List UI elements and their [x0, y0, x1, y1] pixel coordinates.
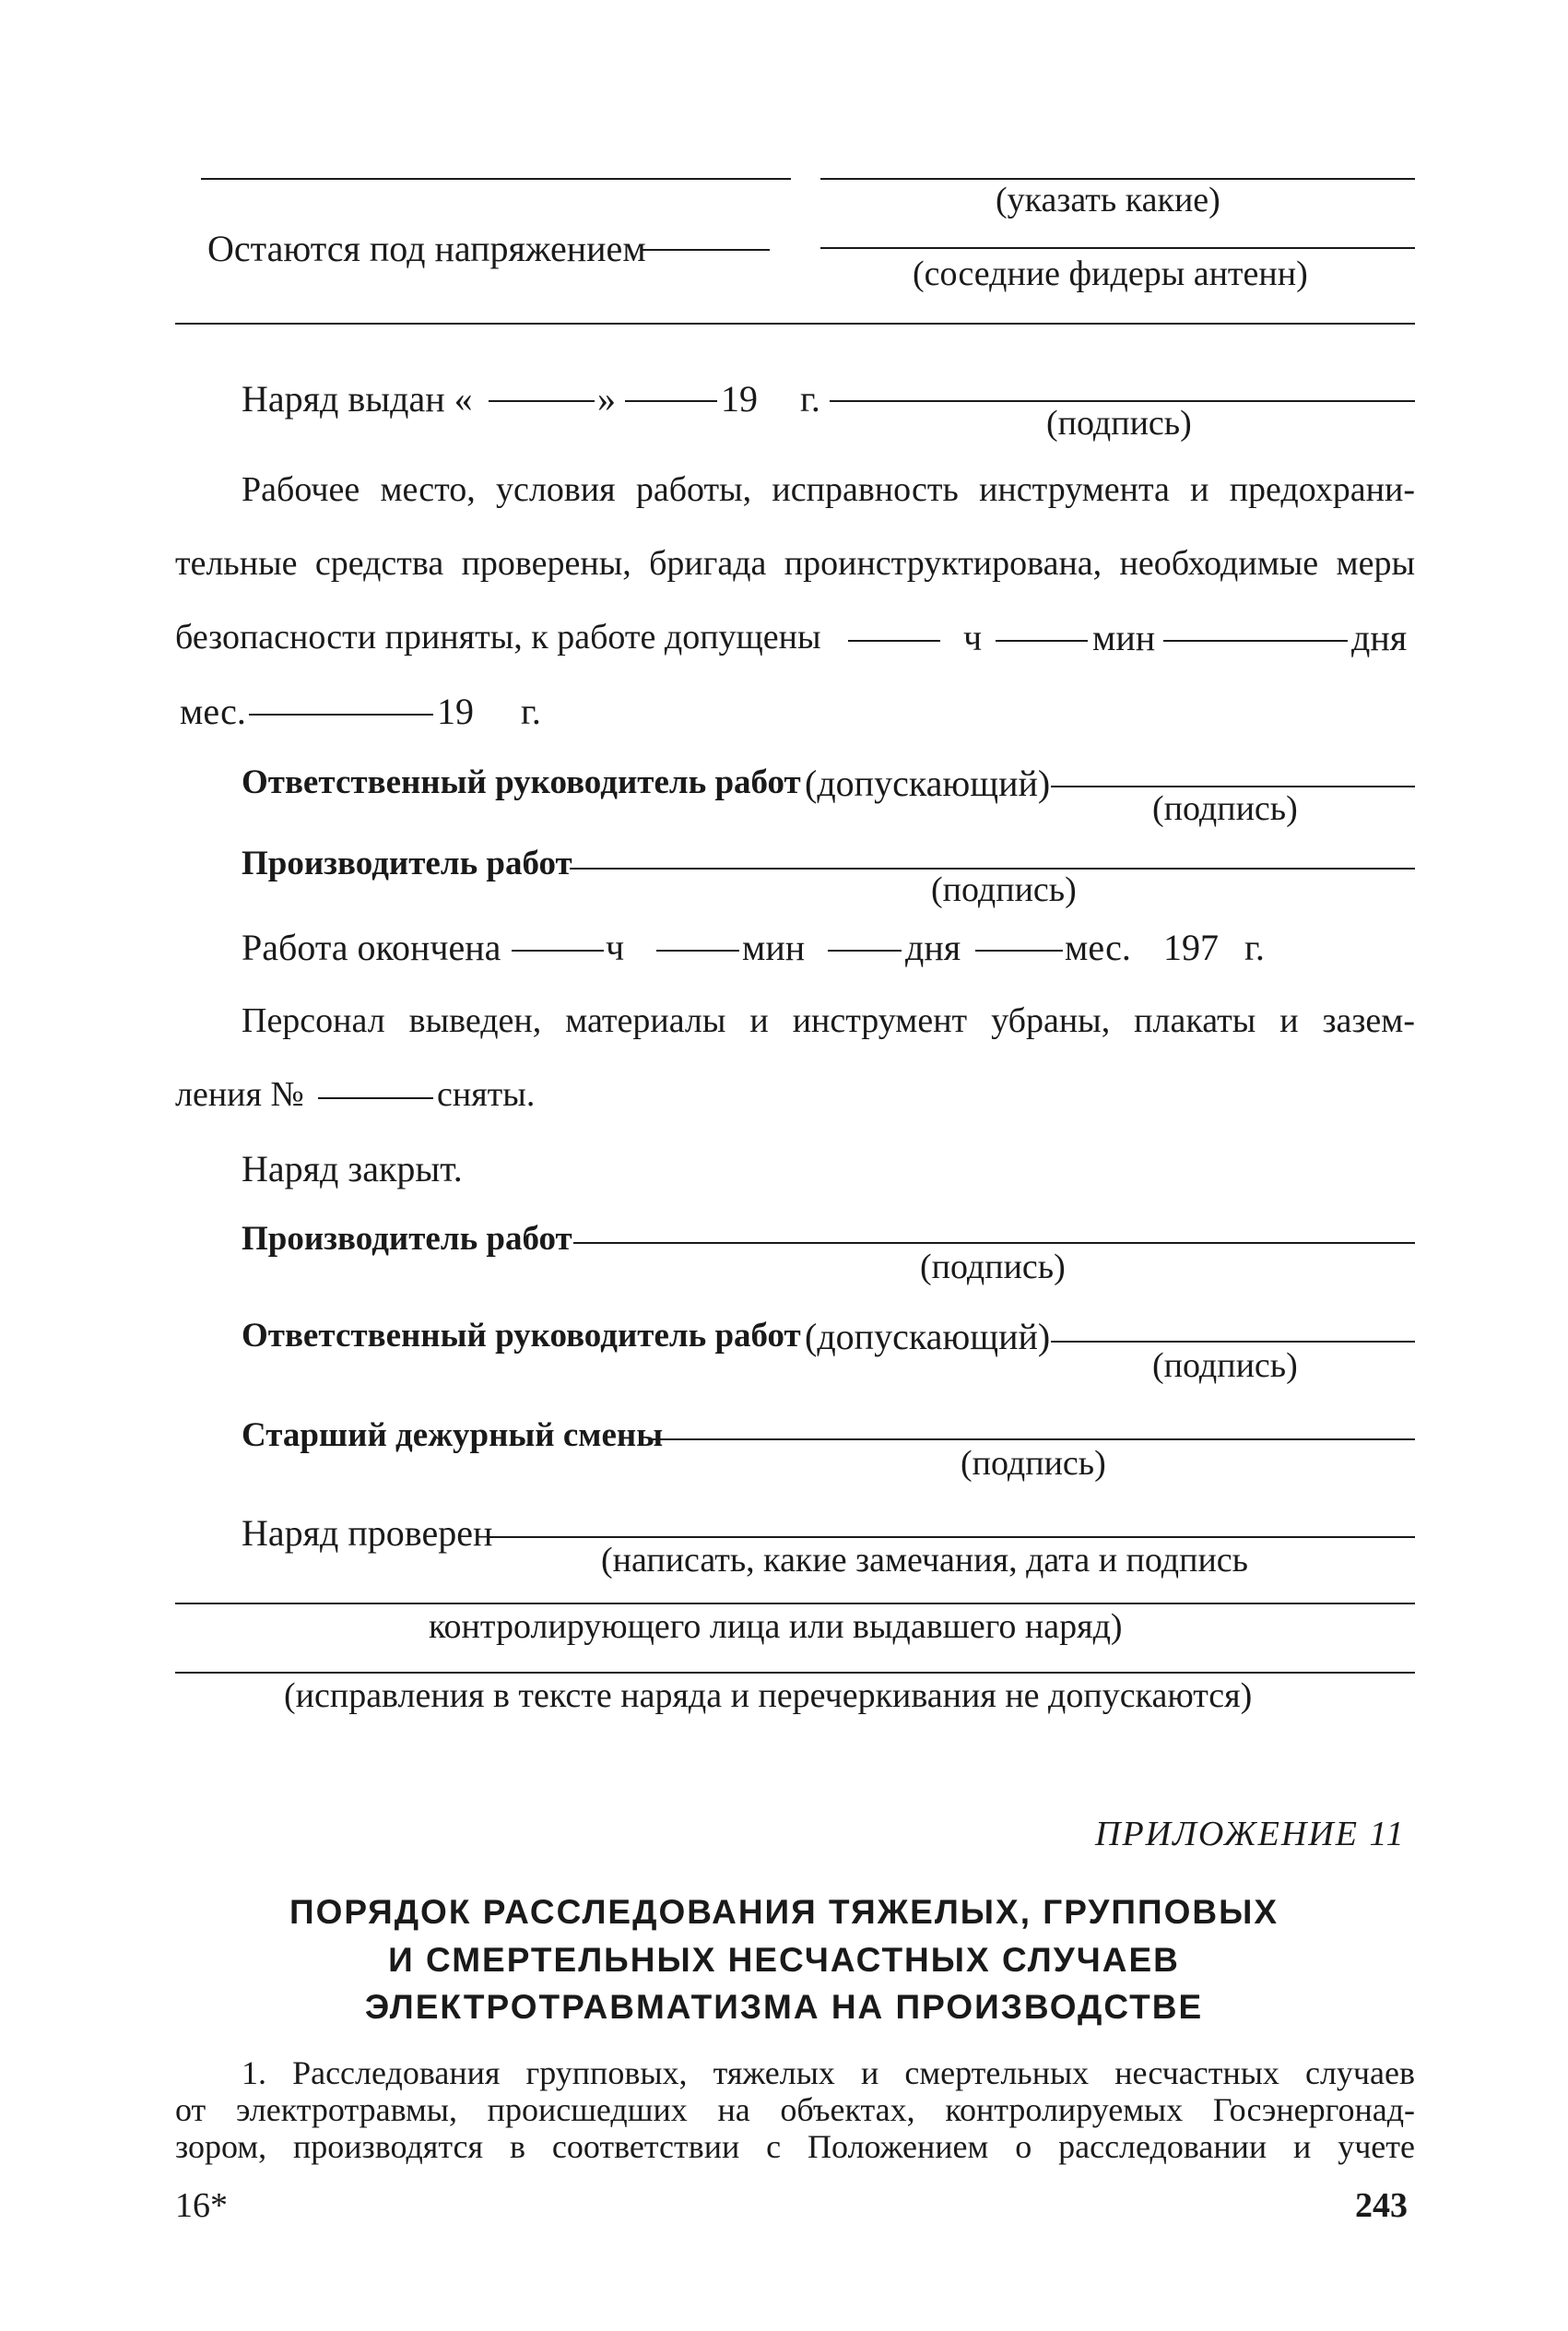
- personnel-line-2-end: сняты.: [437, 1075, 536, 1114]
- checked-line-3: безопасности приняты, к работе допущены: [175, 618, 821, 657]
- unit-day: дня: [1351, 617, 1408, 658]
- issued-year: 19: [721, 378, 758, 420]
- blank-line: [1163, 640, 1348, 642]
- caption-feeders: (соседние фидеры антенн): [913, 254, 1308, 293]
- caption-which: (указать какие): [996, 181, 1220, 219]
- blank-line: [975, 950, 1063, 952]
- checked-line-2: тельные средства проверены, бригада проинструктирована, необходимые меры: [175, 544, 1415, 583]
- remain-energized-label: Остаются под напряжением: [207, 228, 646, 269]
- paragraph-line-3: зором, производятся в соответствии с Положением о расследовании и учете: [175, 2128, 1415, 2165]
- signature-line: [1051, 786, 1415, 787]
- blank-line: [820, 247, 1415, 249]
- signature-line: [830, 400, 1415, 402]
- order-closed: Наряд закрыт.: [242, 1148, 463, 1189]
- producer-label: Производитель работ: [242, 1220, 572, 1258]
- unit-g: г.: [1244, 927, 1265, 968]
- appendix-label: ПРИЛОЖЕНИЕ 11: [1095, 1815, 1406, 1853]
- caption-signature: (подпись): [1046, 404, 1192, 443]
- blank-line: [828, 950, 902, 952]
- senior-on-duty-label: Старший дежурный смены: [242, 1416, 664, 1454]
- caption-signature: (подпись): [931, 870, 1077, 909]
- responsible-manager-label: Ответственный руководитель работ: [242, 763, 801, 801]
- unit-month: мес.: [1065, 927, 1131, 968]
- blank-line: [820, 178, 1415, 180]
- blank-line: [175, 1672, 1415, 1674]
- blank-line: [489, 400, 595, 402]
- signature-line: [570, 868, 1415, 870]
- paragraph-line-1: 1. Расследования групповых, тяжелых и смертельных несчастных случаев: [242, 2054, 1415, 2091]
- caption-corrections: (исправления в тексте наряда и перечеркивания не допускаются): [284, 1676, 1253, 1715]
- appendix-title-line-2: И СМЕРТЕЛЬНЫХ НЕСЧАСТНЫХ СЛУЧАЕВ: [388, 1941, 1180, 1979]
- year-19: 19: [437, 691, 474, 732]
- unit-day: дня: [905, 927, 961, 968]
- caption-remarks-1: (написать, какие замечания, дата и подпись: [601, 1541, 1248, 1580]
- admitting-label: (допускающий): [805, 763, 1051, 804]
- blank-line: [848, 640, 940, 642]
- unit-g: г.: [521, 691, 541, 732]
- signature-line: [573, 1242, 1415, 1244]
- blank-line: [318, 1097, 433, 1099]
- caption-signature: (подпись): [1152, 1346, 1298, 1385]
- blank-line: [249, 714, 433, 716]
- page-number: 243: [1355, 2186, 1408, 2225]
- unit-min: мин: [742, 927, 806, 968]
- year-197: 197: [1163, 927, 1219, 968]
- signature-line: [1051, 1341, 1415, 1343]
- caption-signature: (подпись): [920, 1248, 1066, 1286]
- blank-line: [512, 950, 604, 952]
- unit-hours: ч: [606, 927, 625, 968]
- separator-line: [175, 323, 1415, 325]
- admitting-label: (допускающий): [805, 1316, 1051, 1357]
- paragraph-line-2: от электротравмы, происшедших на объектах, контролируемых Госэнергонад-: [175, 2091, 1415, 2128]
- caption-signature: (подпись): [961, 1444, 1106, 1483]
- quote-close: »: [597, 378, 616, 420]
- unit-min: мин: [1092, 617, 1156, 658]
- blank-line: [489, 1536, 1415, 1538]
- blank-line: [641, 249, 770, 251]
- unit-hours: ч: [963, 617, 983, 658]
- producer-label: Производитель работ: [242, 845, 572, 882]
- appendix-title-line-1: ПОРЯДОК РАССЛЕДОВАНИЯ ТЯЖЕЛЫХ, ГРУППОВЫХ: [289, 1893, 1279, 1931]
- signature-mark: 16*: [175, 2186, 228, 2225]
- caption-signature: (подпись): [1152, 789, 1298, 828]
- work-finished-label: Работа окончена: [242, 927, 501, 968]
- blank-line: [625, 400, 717, 402]
- issued-g: г.: [800, 378, 820, 420]
- blank-line: [656, 950, 739, 952]
- signature-line: [651, 1438, 1415, 1440]
- unit-month: мес.: [180, 691, 246, 732]
- responsible-manager-label: Ответственный руководитель работ: [242, 1317, 801, 1355]
- personnel-line-1: Персонал выведен, материалы и инструмент убраны, плакаты и зазем-: [242, 1001, 1415, 1040]
- appendix-title-line-3: ЭЛЕКТРОТРАВМАТИЗМА НА ПРОИЗВОДСТВЕ: [364, 1988, 1204, 2026]
- order-checked-label: Наряд проверен: [242, 1512, 493, 1554]
- caption-remarks-2: контролирующего лица или выдавшего наряд): [429, 1607, 1123, 1646]
- blank-line: [201, 178, 791, 180]
- order-issued-label: Наряд выдан «: [242, 378, 473, 420]
- personnel-line-2: ления №: [175, 1075, 304, 1114]
- blank-line: [175, 1603, 1415, 1604]
- blank-line: [996, 640, 1088, 642]
- checked-line-1: Рабочее место, условия работы, исправность инструмента и предохрани-: [242, 470, 1415, 509]
